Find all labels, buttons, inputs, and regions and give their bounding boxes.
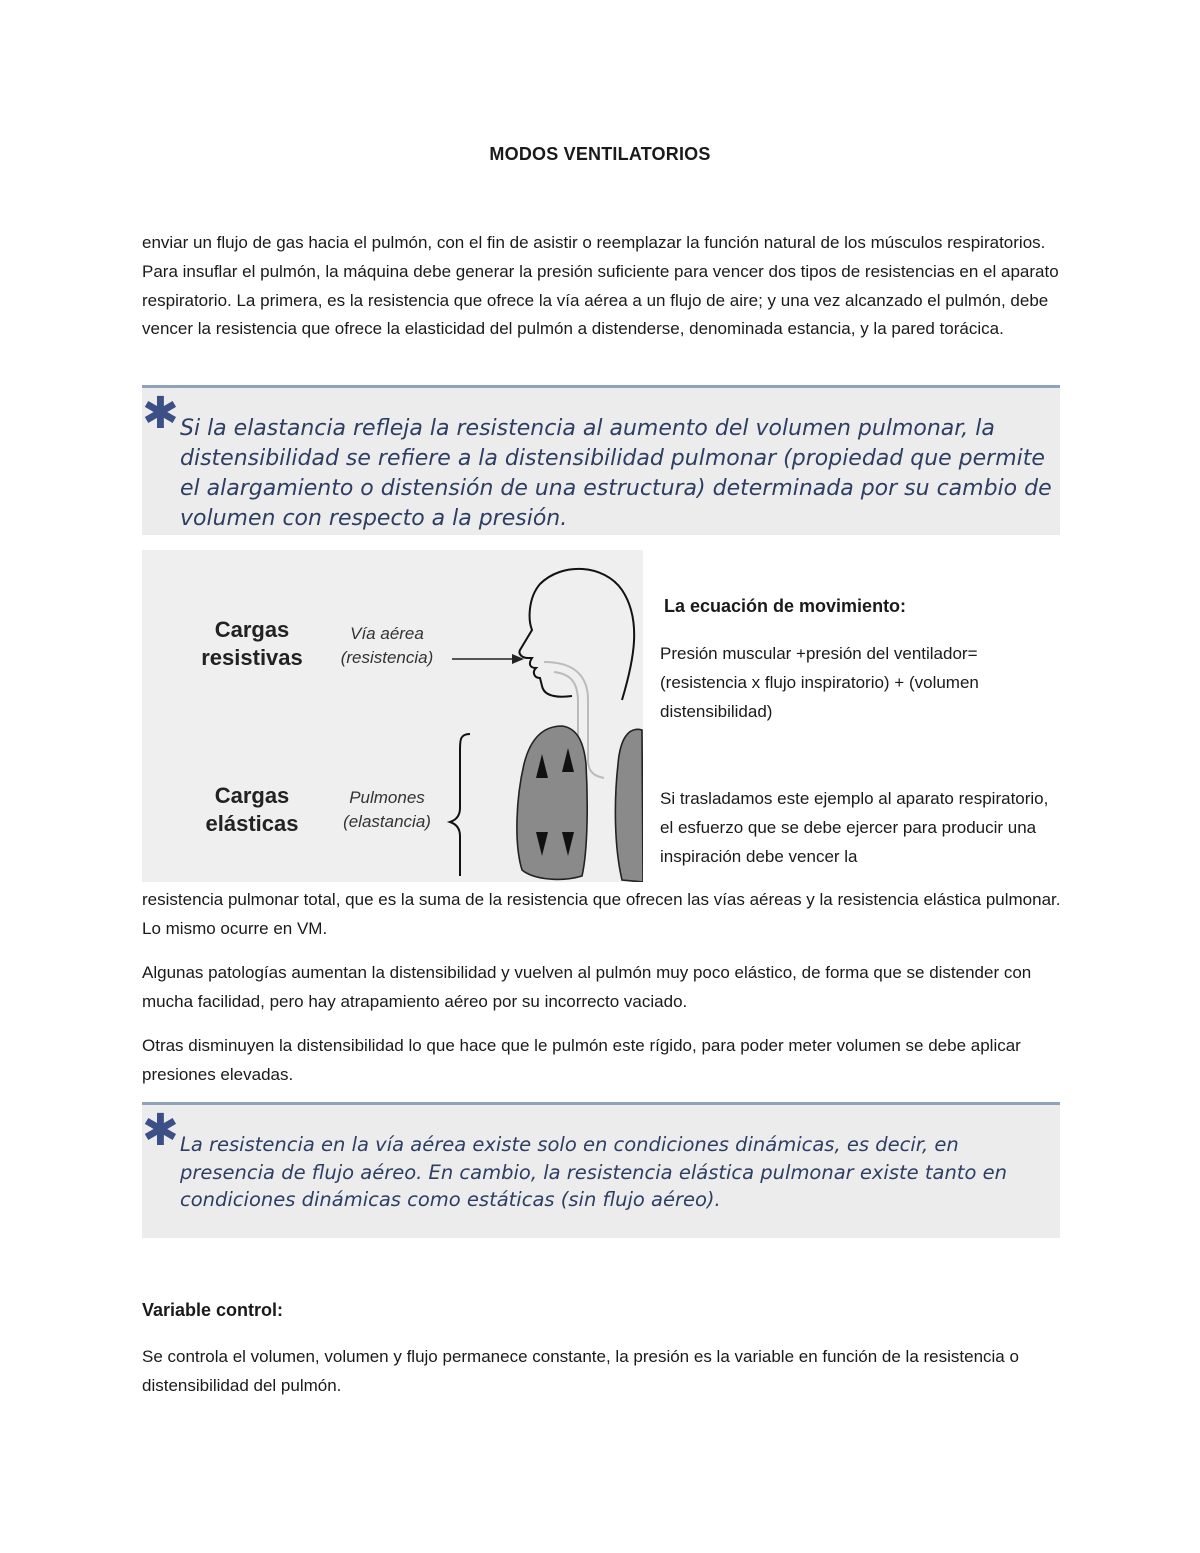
elastic-loads-label: Cargas elásticas <box>205 783 299 836</box>
paragraph-low-compliance: Otras disminuyen la distensibilidad lo que hace que le pulmón este rígido, para poder meter volumen se debe aplicar presiones elevadas. <box>142 1036 1021 1084</box>
airway-lungs-illustration <box>142 550 643 882</box>
asterisk-icon: ✱ <box>142 388 179 439</box>
equation-text: Presión muscular +presión del ventilador= (resistencia x flujo inspiratorio) + (volumen distensibilidad) <box>660 644 979 721</box>
airway-resistance-label: Vía aérea (resistencia) <box>340 624 434 667</box>
lungs-elastance-label: Pulmones (elastancia) <box>343 788 431 831</box>
callout-elastance <box>142 385 1060 535</box>
asterisk-icon: ✱ <box>142 1105 179 1156</box>
callout-resistance <box>142 1102 1060 1238</box>
page-title: MODOS VENTILATORIOS <box>489 144 711 164</box>
equation-heading: La ecuación de movimiento: <box>664 596 907 616</box>
side-paragraph: Si trasladamos este ejemplo al aparato respiratorio, el esfuerzo que se debe ejercer para producir una inspiración debe vencer la <box>660 789 1049 866</box>
callout-resistance-text: La resistencia en la vía aérea existe solo en condiciones dinámicas, es decir, en presencia de flujo aéreo. En cambio, la resistencia elástica pulmonar existe tanto en condiciones dinámicas como estáticas (sin flujo aéreo). <box>180 1133 1007 1211</box>
intro-paragraph: enviar un flujo de gas hacia el pulmón, con el fin de asistir o reemplazar la función natural de los músculos respiratorios. Para insuflar el pulmón, la máquina debe generar la presión suficiente para vencer dos tipos de resistencias en el aparato respiratorio. La primera, es la resistencia que ofrece la vía aérea a un flujo de aire; y una vez alcanzado el pulmón, debe vencer la resistencia que ofrece la elasticidad del pulmón a distenderse, denominada estancia, y la pared torácica. <box>142 233 1059 339</box>
continuation-paragraph: resistencia pulmonar total, que es la suma de la resistencia que ofrecen las vías aéreas y la resistencia elástica pulmonar. Lo mismo ocurre en VM. <box>142 890 1061 938</box>
resistive-loads-label: Cargas resistivas <box>201 617 303 670</box>
paragraph-high-compliance: Algunas patologías aumentan la distensibilidad y vuelven al pulmón muy poco elástico, de forma que se distender con mucha facilidad, pero hay atrapamiento aéreo por su incorrecto vaciado. <box>142 963 1032 1011</box>
respiratory-loads-figure <box>142 550 643 882</box>
section-paragraph: Se controla el volumen, volumen y flujo permanece constante, la presión es la variable en función de la resistencia o distensibilidad del pulmón. <box>142 1347 1019 1395</box>
section-heading-variable-control: Variable control: <box>142 1300 284 1320</box>
callout-elastance-text: Si la elastancia refleja la resistencia al aumento del volumen pulmonar, la distensibilidad se refiere a la distensibilidad pulmonar (propiedad que permite el alargamiento o distensión de una estructura) determinada por su cambio de volumen con respecto a la presión. <box>180 416 1052 531</box>
